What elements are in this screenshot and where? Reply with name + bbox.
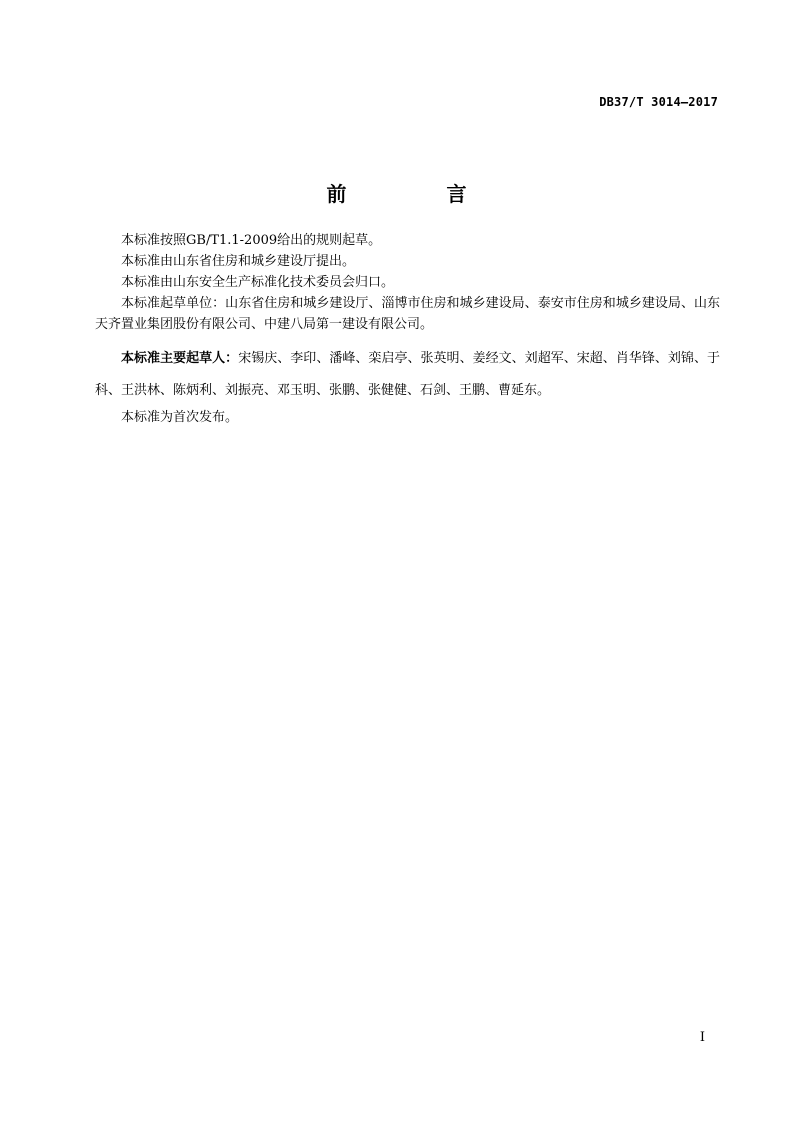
drafters-list: 宋锡庆、李印、潘峰、栾启亭、张英明、姜经文、刘超军、宋超、肖华锋、刘锦、于科、王洪林、陈炳利、刘振亮、邓玉明、张鹏、张健健、石剑、王鹏、曹延东。 xyxy=(95,351,720,398)
paragraph-first-release: 本标准为首次发布。 xyxy=(121,410,239,425)
standard-code: DB37/T 3014—2017 xyxy=(599,95,718,109)
page-number: I xyxy=(699,1030,705,1045)
paragraph-drafting-units: 本标准起草单位：山东省住房和城乡建设厅、淄博市住房和城乡建设局、泰安市住房和城乡建设局、山东天齐置业集团股份有限公司、中建八局第一建设有限公司。 xyxy=(95,296,720,332)
foreword-body xyxy=(95,230,720,428)
paragraph-drafting-rules: 本标准按照GB/T1.1-2009给出的规则起草。 xyxy=(121,233,382,248)
paragraph-administrator: 本标准由山东安全生产标准化技术委员会归口。 xyxy=(121,275,395,290)
drafters-label: 本标准主要起草人： xyxy=(121,351,239,366)
page-title: 前 言 xyxy=(326,182,507,206)
paragraph-main-drafters xyxy=(95,343,720,407)
paragraph-proposer: 本标准由山东省住房和城乡建设厅提出。 xyxy=(121,254,356,269)
